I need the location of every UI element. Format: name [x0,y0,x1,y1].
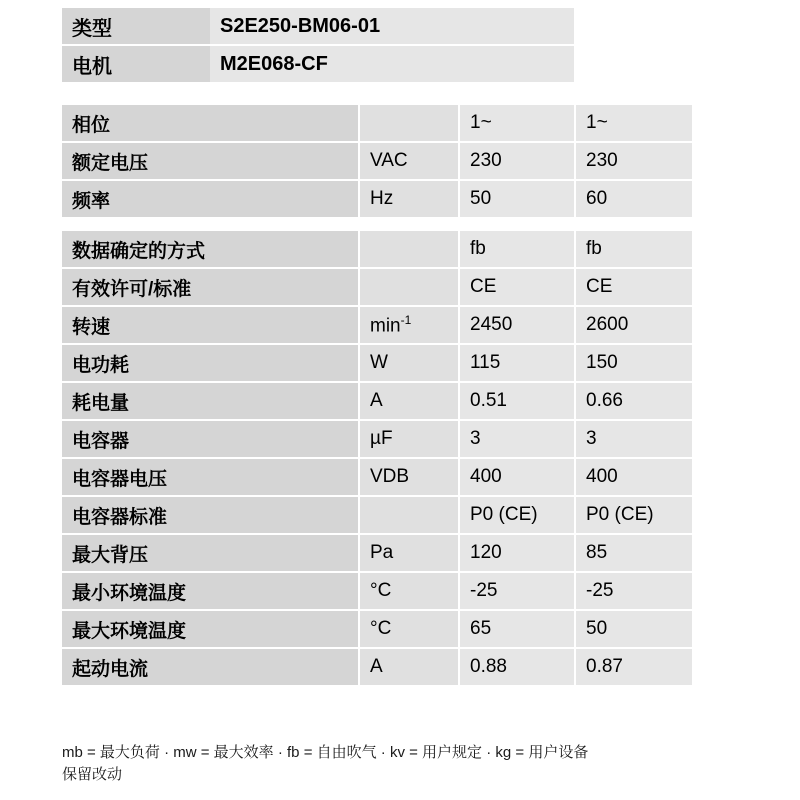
row-value-1: 50 [460,181,576,219]
table-group-spacer [62,219,692,231]
header-value-motor: M2E068-CF [210,46,574,84]
row-label: 转速 [62,307,360,345]
row-value-1: 230 [460,143,576,181]
table-row [62,421,692,459]
row-value-2: 3 [576,421,692,459]
row-value-1: 400 [460,459,576,497]
header-label-motor: 电机 [62,46,210,84]
row-value-2: 150 [576,345,692,383]
specification-table [62,105,692,687]
row-value-1: CE [460,269,576,307]
row-unit [360,307,460,345]
row-unit: Pa [360,535,460,573]
row-label: 频率 [62,181,360,219]
row-unit [360,497,460,535]
row-label: 起动电流 [62,649,360,687]
row-value-2: fb [576,231,692,269]
row-label: 耗电量 [62,383,360,421]
row-unit [360,105,460,143]
footnote-line-1: mb = 最大负荷 · mw = 最大效率 · fb = 自由吹气 · kv = 用户规定 · kg = 用户设备 [62,744,589,761]
table-row [62,497,692,535]
table-row [62,535,692,573]
row-value-2: 85 [576,535,692,573]
table-row [62,269,692,307]
row-value-2: 1~ [576,105,692,143]
spec-table-body [62,105,692,687]
table-row [62,231,692,269]
header-label-type: 类型 [62,8,210,46]
table-row [62,8,574,46]
row-label: 最大环境温度 [62,611,360,649]
row-label: 电容器 [62,421,360,459]
row-value-1: 115 [460,345,576,383]
row-value-1: 0.51 [460,383,576,421]
table-row [62,143,692,181]
footnote-line-2: 保留改动 [62,765,123,783]
row-label: 额定电压 [62,143,360,181]
row-label: 最大背压 [62,535,360,573]
row-label: 最小环境温度 [62,573,360,611]
row-value-1: 0.88 [460,649,576,687]
table-row [62,573,692,611]
row-value-1: 120 [460,535,576,573]
row-label: 电容器电压 [62,459,360,497]
row-unit: °C [360,573,460,611]
row-label: 相位 [62,105,360,143]
unit-exponent: -1 [400,312,412,327]
row-value-1: 2450 [460,307,576,345]
row-label: 电功耗 [62,345,360,383]
row-value-1: fb [460,231,576,269]
header-value-type: S2E250-BM06-01 [210,8,574,46]
table-row [62,307,692,345]
row-unit: VAC [360,143,460,181]
row-value-1: -25 [460,573,576,611]
footnote [62,742,722,786]
row-unit [360,269,460,307]
row-value-2: 50 [576,611,692,649]
table-row [62,46,574,84]
row-unit [360,231,460,269]
row-value-2: CE [576,269,692,307]
header-table-body [62,8,574,84]
unit-text: min [370,315,401,337]
row-value-2: 60 [576,181,692,219]
row-value-2: 400 [576,459,692,497]
row-value-2: 0.87 [576,649,692,687]
row-unit: °C [360,611,460,649]
row-value-1: 65 [460,611,576,649]
row-unit: µF [360,421,460,459]
table-row [62,459,692,497]
row-value-2: -25 [576,573,692,611]
row-unit: W [360,345,460,383]
table-row [62,181,692,219]
header-table [62,8,574,84]
row-unit: VDB [360,459,460,497]
row-value-1: P0 (CE) [460,497,576,535]
row-label: 数据确定的方式 [62,231,360,269]
row-unit: A [360,649,460,687]
row-value-2: 2600 [576,307,692,345]
row-value-2: 230 [576,143,692,181]
table-row [62,649,692,687]
row-label: 有效许可/标准 [62,269,360,307]
table-row [62,345,692,383]
row-value-2: 0.66 [576,383,692,421]
row-unit: Hz [360,181,460,219]
table-row [62,611,692,649]
row-value-1: 1~ [460,105,576,143]
row-value-2: P0 (CE) [576,497,692,535]
table-row [62,105,692,143]
row-label: 电容器标准 [62,497,360,535]
table-row [62,383,692,421]
row-unit: A [360,383,460,421]
row-value-1: 3 [460,421,576,459]
